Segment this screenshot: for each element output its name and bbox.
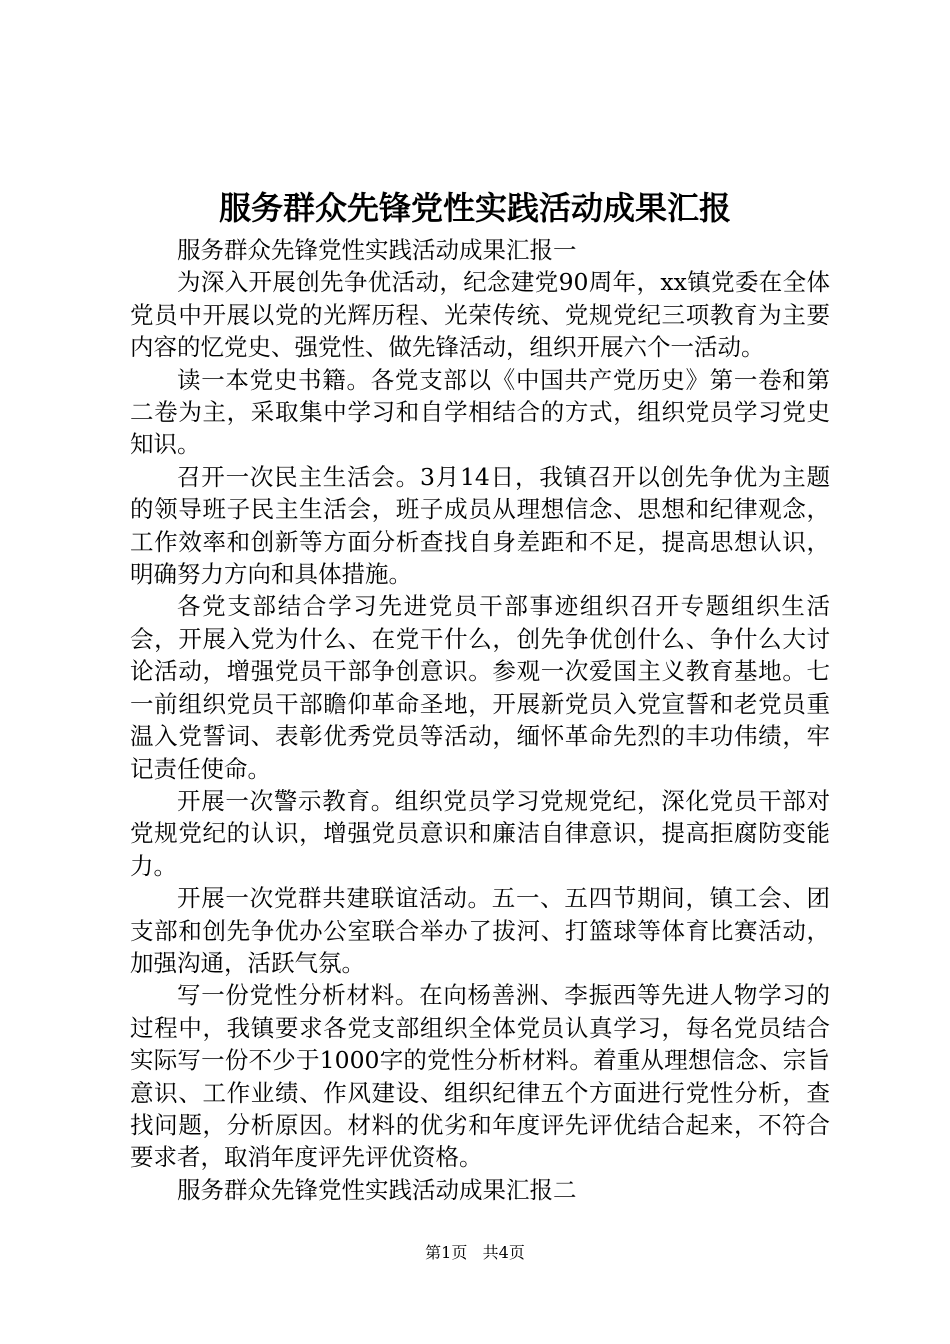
body-paragraph: 为深入开展创先争优活动，纪念建党90周年，xx镇党委在全体党员中开展以党的光辉历程、光荣传统、党规党纪三项教育为主要内容的忆党史、强党性、做先锋活动，组织开展六个一活动。 [130,268,830,362]
total-pages: 共4页 [482,1243,525,1262]
page-separator [472,1242,477,1264]
body-paragraph: 各党支部结合学习先进党员干部事迹组织召开专题组织生活会，开展入党为什么、在党干什么，创先争优创什么、争什么大讨论活动，增强党员干部争创意识。参观一次爱国主义教育基地。七一前组织党员干部瞻仰革命圣地，开展新党员入党宣誓和老党员重温入党誓词、表彰优秀党员等活动，缅怀革命先烈的丰功伟绩，牢记责任使命。 [130,592,830,783]
body-paragraph: 开展一次警示教育。组织党员学习党规党纪，深化党员干部对党规党纪的认识，增强党员意识和廉洁自律意识，提高拒腐防变能力。 [130,786,830,880]
body-paragraph: 写一份党性分析材料。在向杨善洲、李振西等先进人物学习的过程中，我镇要求各党支部组织全体党员认真学习，每名党员结合实际写一份不少于1000字的党性分析材料。着重从理想信念、宗旨意识、工作业绩、作风建设、组织纪律五个方面进行党性分析，查找问题，分析原因。材料的优劣和年度评先评优结合起来，不符合要求者，取消年度评先评优资格。 [130,981,830,1172]
page-footer [0,1242,950,1264]
document-body [130,234,830,1206]
subtitle-paragraph-1: 服务群众先锋党性实践活动成果汇报一 [177,236,577,264]
body-paragraph: 开展一次党群共建联谊活动。五一、五四节期间，镇工会、团支部和创先争优办公室联合举办了拔河、打篮球等体育比赛活动，加强沟通，活跃气氛。 [130,884,830,977]
page-number: 第1页 [425,1243,468,1262]
body-paragraph: 读一本党史书籍。各党支部以《中国共产党历史》第一卷和第二卷为主，采取集中学习和自学相结合的方式，组织党员学习党史知识。 [130,365,830,459]
subtitle-paragraph-2: 服务群众先锋党性实践活动成果汇报二 [177,1175,577,1204]
body-paragraph: 召开一次民主生活会。3月14日，我镇召开以创先争优为主题的领导班子民主生活会，班子成员从理想信念、思想和纪律观念，工作效率和创新等方面分析查找自身差距和不足，提高思想认识，明确努力方向和具体措施。 [130,462,830,589]
document-title: 服务群众先锋党性实践活动成果汇报 [218,189,731,227]
